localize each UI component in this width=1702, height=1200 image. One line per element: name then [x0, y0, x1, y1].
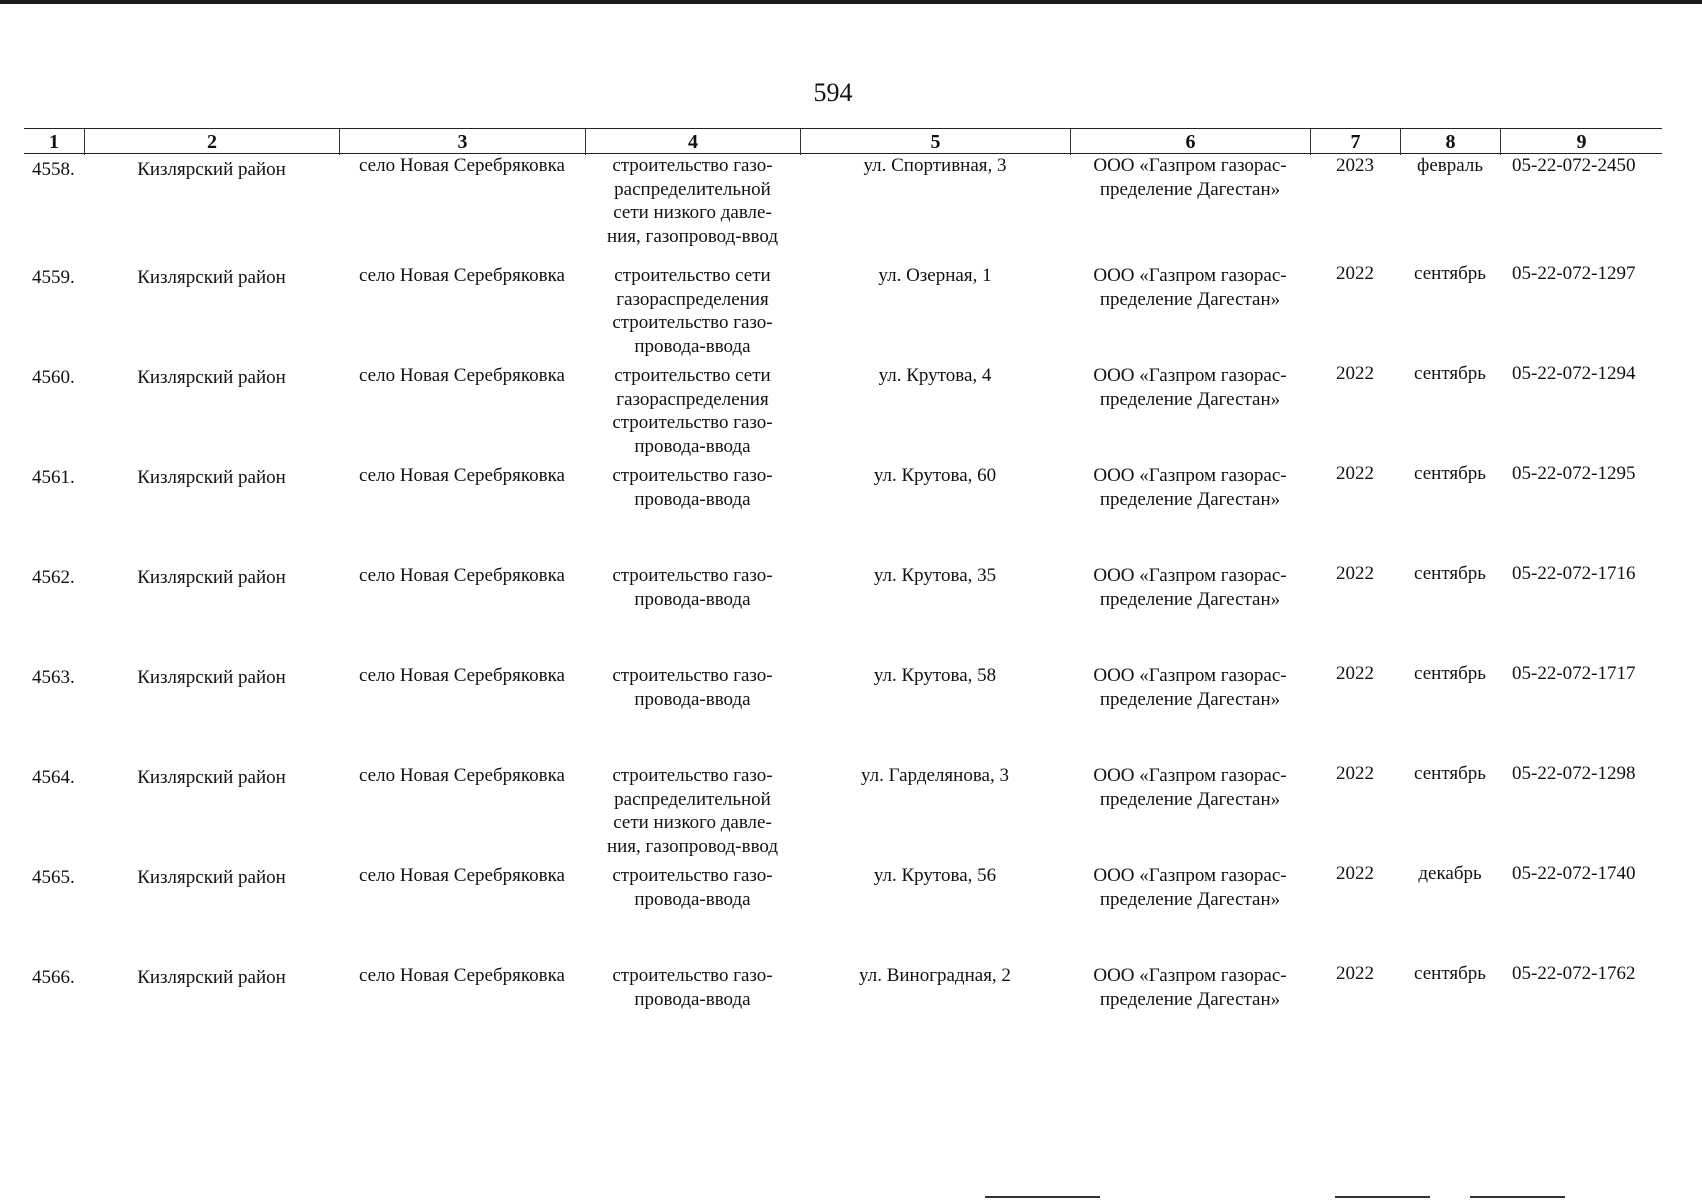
code-cell: 05-22-072-1740: [1512, 863, 1636, 884]
work-type-cell: строительство газо- провода-ввода: [612, 465, 773, 510]
work-type-cell: строительство газо- провода-ввода: [612, 865, 773, 910]
year-cell: 2022: [1336, 263, 1374, 284]
table-row: [24, 654, 1662, 754]
column-header: 9: [1500, 129, 1662, 155]
table-row: [24, 454, 1662, 554]
district-cell: Кизлярский район: [137, 967, 286, 988]
work-type-cell: строительство газо- распределительной сети низкого давле- ния, газопровод-ввод: [606, 765, 779, 857]
table-row: [24, 554, 1662, 654]
organization-cell: ООО «Газпром газорас- пределение Дагестан»: [1093, 565, 1287, 610]
row-number: 4565.: [32, 867, 75, 888]
month-cell: февраль: [1417, 155, 1483, 176]
address-cell: ул. Гарделянова, 3: [861, 765, 1009, 786]
work-type-cell: строительство газо- распределительной сети низкого давле- ния, газопровод-ввод: [606, 155, 779, 247]
row-number: 4562.: [32, 567, 75, 588]
work-type-cell: строительство сети газораспределения строительство газо- провода-ввода: [612, 365, 773, 457]
district-cell: Кизлярский район: [137, 467, 286, 488]
row-number: 4560.: [32, 367, 75, 388]
column-header: 7: [1310, 129, 1400, 155]
district-cell: Кизлярский район: [137, 159, 286, 180]
organization-cell: ООО «Газпром газорас- пределение Дагестан»: [1093, 765, 1287, 810]
row-number: 4561.: [32, 467, 75, 488]
code-cell: 05-22-072-2450: [1512, 155, 1636, 176]
organization-cell: ООО «Газпром газорас- пределение Дагестан»: [1093, 465, 1287, 510]
footer-rule: [1335, 1196, 1430, 1198]
month-cell: сентябрь: [1414, 763, 1486, 784]
row-number: 4564.: [32, 767, 75, 788]
month-cell: сентябрь: [1414, 263, 1486, 284]
registry-table: [24, 128, 1662, 1054]
year-cell: 2022: [1336, 463, 1374, 484]
row-number: 4558.: [32, 159, 75, 180]
month-cell: сентябрь: [1414, 563, 1486, 584]
code-cell: 05-22-072-1297: [1512, 263, 1636, 284]
address-cell: ул. Крутова, 58: [873, 665, 997, 686]
settlement-cell: село Новая Серебряковка: [359, 155, 565, 176]
settlement-cell: село Новая Серебряковка: [359, 465, 565, 486]
district-cell: Кизлярский район: [137, 667, 286, 688]
table-header-row: [24, 128, 1662, 154]
code-cell: 05-22-072-1294: [1512, 363, 1636, 384]
work-type-cell: строительство газо- провода-ввода: [612, 565, 773, 610]
footer-rule: [1470, 1196, 1565, 1198]
organization-cell: ООО «Газпром газорас- пределение Дагестан»: [1093, 265, 1287, 310]
top-border: [0, 0, 1702, 4]
column-header: 5: [800, 129, 1070, 155]
year-cell: 2022: [1336, 763, 1374, 784]
column-header: 1: [49, 131, 59, 153]
settlement-cell: село Новая Серебряковка: [359, 765, 565, 786]
table-row: [24, 254, 1662, 357]
address-cell: ул. Крутова, 4: [878, 365, 992, 386]
row-number: 4559.: [32, 267, 75, 288]
code-cell: 05-22-072-1762: [1512, 963, 1636, 984]
work-type-cell: строительство газо- провода-ввода: [612, 965, 773, 1010]
column-header: 2: [84, 129, 339, 155]
year-cell: 2022: [1336, 363, 1374, 384]
table-row: [24, 754, 1662, 857]
address-cell: ул. Крутова, 56: [873, 865, 997, 886]
settlement-cell: село Новая Серебряковка: [359, 665, 565, 686]
row-number: 4563.: [32, 667, 75, 688]
settlement-cell: село Новая Серебряковка: [359, 965, 565, 986]
column-header: 6: [1070, 129, 1310, 155]
address-cell: ул. Спортивная, 3: [863, 155, 1007, 176]
organization-cell: ООО «Газпром газорас- пределение Дагестан»: [1093, 155, 1287, 200]
address-cell: ул. Крутова, 35: [873, 565, 997, 586]
work-type-cell: строительство газо- провода-ввода: [612, 665, 773, 710]
code-cell: 05-22-072-1295: [1512, 463, 1636, 484]
page-number: 594: [813, 78, 853, 107]
settlement-cell: село Новая Серебряковка: [359, 565, 565, 586]
month-cell: декабрь: [1418, 863, 1482, 884]
year-cell: 2022: [1336, 863, 1374, 884]
work-type-cell: строительство сети газораспределения строительство газо- провода-ввода: [612, 265, 773, 357]
month-cell: сентябрь: [1414, 463, 1486, 484]
footer-rule: [985, 1196, 1100, 1198]
month-cell: сентябрь: [1414, 363, 1486, 384]
column-header: 8: [1400, 129, 1500, 155]
address-cell: ул. Крутова, 60: [873, 465, 997, 486]
code-cell: 05-22-072-1298: [1512, 763, 1636, 784]
column-header: 4: [585, 129, 800, 155]
address-cell: ул. Виноградная, 2: [859, 965, 1011, 986]
organization-cell: ООО «Газпром газорас- пределение Дагестан»: [1093, 865, 1287, 910]
table-row: [24, 954, 1662, 1054]
column-header: 3: [339, 129, 585, 155]
district-cell: Кизлярский район: [137, 767, 286, 788]
district-cell: Кизлярский район: [137, 867, 286, 888]
table-row: [24, 854, 1662, 954]
district-cell: Кизлярский район: [137, 367, 286, 388]
month-cell: сентябрь: [1414, 963, 1486, 984]
row-number: 4566.: [32, 967, 75, 988]
year-cell: 2022: [1336, 563, 1374, 584]
table-row: [24, 154, 1662, 254]
year-cell: 2022: [1336, 663, 1374, 684]
month-cell: сентябрь: [1414, 663, 1486, 684]
settlement-cell: село Новая Серебряковка: [359, 265, 565, 286]
table-row: [24, 354, 1662, 457]
organization-cell: ООО «Газпром газорас- пределение Дагестан»: [1093, 965, 1287, 1010]
code-cell: 05-22-072-1717: [1512, 663, 1636, 684]
settlement-cell: село Новая Серебряковка: [359, 865, 565, 886]
settlement-cell: село Новая Серебряковка: [359, 365, 565, 386]
organization-cell: ООО «Газпром газорас- пределение Дагестан»: [1093, 665, 1287, 710]
district-cell: Кизлярский район: [137, 567, 286, 588]
code-cell: 05-22-072-1716: [1512, 563, 1636, 584]
year-cell: 2022: [1336, 963, 1374, 984]
year-cell: 2023: [1336, 155, 1374, 176]
address-cell: ул. Озерная, 1: [878, 265, 992, 286]
district-cell: Кизлярский район: [137, 267, 286, 288]
organization-cell: ООО «Газпром газорас- пределение Дагестан»: [1093, 365, 1287, 410]
